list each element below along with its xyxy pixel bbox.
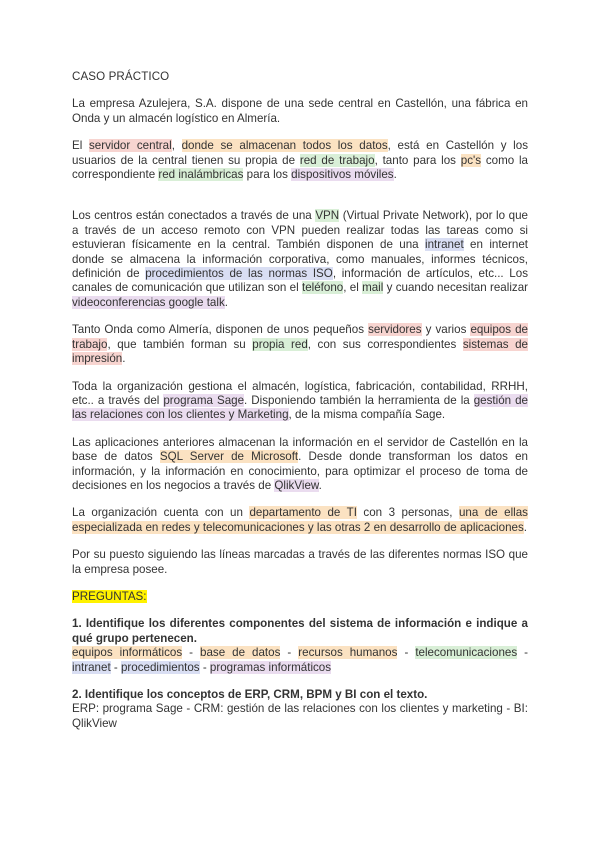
text: y cuando necesitan realizar [383,281,528,295]
document-title: CASO PRÁCTICO [72,70,170,83]
text: (Virtual Private Network), por lo que a través de un acceso remoto con VPN pueden realizar todas las tareas como si estuvieran físicamente en la central. También disponen de una [72,209,528,252]
text: Las aplicaciones anteriores almacenan la información en el servidor de Castellón en la base de datos [72,435,528,464]
answer-base-datos: base de datos [200,646,281,660]
text: . [393,168,397,182]
text: y varios [421,323,471,337]
highlight-red-inalambrica: red inalámbricas [158,168,244,182]
separator: - [110,660,121,674]
paragraph-sage [72,380,528,423]
highlight-departamento-ti: departamento de TI [249,506,357,520]
question-2 [72,688,528,731]
text: Toda la organización gestiona el almacén, logística, fabricación, contabilidad, RRHH, etc.. a través del [72,379,528,407]
text: . Disponiendo también la herramienta de la [244,393,474,407]
text: . Desde donde transforman los datos en información, y la información en conocimiento, para optimizar el proceso de toma de decisiones en los negocios a través de [72,450,528,492]
text: en internet donde se almacena la información corporativa, como manuales, informes técnicos, definición de [72,238,528,281]
text: , con sus correspondientes [307,337,463,351]
answer-telecomunicaciones: telecomunicaciones [415,646,518,660]
highlight-almacen-datos: donde se almacenan todos los datos [181,139,388,153]
text: , tanto para los [374,153,461,167]
answer-equipos-informaticos: equipos informáticos [72,646,183,660]
highlight-sql-server: SQL Server de Microsoft [159,450,299,464]
highlight-vpn: VPN [315,209,340,223]
separator: - [517,646,529,660]
text: para los [243,168,292,182]
question-2-title: 2. Identifique los conceptos de ERP, CRM, BPM y BI con el texto. [72,688,428,701]
question-1-title: 1. Identifique los diferentes componentes del sistema de información e indique a qué grupo pertenecen. [72,617,528,645]
highlight-videoconferencias: videoconferencias google talk [72,295,225,309]
highlight-telefono: teléfono [301,281,344,295]
text: El [72,139,89,153]
highlight-personal-ti: una de ellas especializada en redes y telecomunicaciones y las otras 2 en desarrollo de aplicaciones [72,506,528,534]
text: Tanto Onda como Almería, disponen de unos pequeños [72,323,369,337]
answer-intranet: intranet [72,660,111,674]
paragraph-onda-almeria [72,323,528,366]
text: , está en Castellón y los usuarios de la central tienen su propia de [72,139,528,167]
text: La organización cuenta con un [72,506,250,520]
highlight-qlikview: QlikView [274,478,319,492]
text: , información de artículos, etc... Los canales de comunicación que utilizan son el [72,267,529,295]
preguntas-heading [72,590,528,604]
highlight-servidor-central: servidor central [88,139,172,153]
separator: - [397,646,416,660]
highlight-red-trabajo: red de trabajo [299,153,375,167]
text: . [224,295,228,309]
answer-recursos-humanos: recursos humanos [298,646,398,660]
text: , [171,139,182,153]
separator: - [199,660,210,674]
highlight-procedimientos-iso: procedimientos de las normas ISO [145,267,333,281]
text: . [318,478,322,492]
highlight-equipos-trabajo: equipos de trabajo [72,323,528,351]
text: . [122,352,126,366]
highlight-programa-sage: programa Sage [163,393,245,407]
text: , el [343,281,363,295]
highlight-propia-red: propia red [252,337,308,351]
highlight-sistemas-impresion: sistemas de impresión [72,337,528,366]
answer-procedimientos: procedimientos [120,660,200,674]
paragraph-servidor [72,139,528,182]
question-1 [72,617,528,675]
text: con 3 personas, [356,506,459,520]
highlight-intranet: intranet [425,238,464,252]
paragraph-intro: La empresa Azulejera, S.A. dispone de una sede central en Castellón, una fábrica en Onda y un almacén logístico en Almería. [72,97,528,125]
text: como la correspondiente [72,153,529,182]
separator: - [280,646,299,660]
question-1-answer [72,646,528,675]
text: , de la misma compañía Sage. [288,408,446,422]
text: . [523,520,528,534]
highlight-mail: mail [362,281,384,295]
highlight-pcs: pc's [460,153,482,167]
paragraph-departamento-ti [72,506,528,535]
answer-programas-informaticos: programas informáticos [209,660,332,674]
question-2-answer: ERP: programa Sage - CRM: gestión de las relaciones con los clientes y marketing - BI: QlikView [72,702,528,730]
highlight-gestion-clientes: gestión de las relaciones con los clientes y Marketing [72,393,528,422]
separator: - [182,646,200,660]
text: Los centros están conectados a través de una [72,209,316,223]
text: , que también forman su [107,337,253,351]
preguntas-label: PREGUNTAS: [72,589,147,603]
highlight-servidores: servidores [368,323,422,337]
paragraph-vpn [72,209,528,310]
paragraph-iso: Por su puesto siguiendo las líneas marcadas a través de las diferentes normas ISO que la empresa posee. [72,548,528,576]
highlight-dispositivos-moviles: dispositivos móviles [291,168,394,182]
paragraph-sql-server [72,436,528,494]
